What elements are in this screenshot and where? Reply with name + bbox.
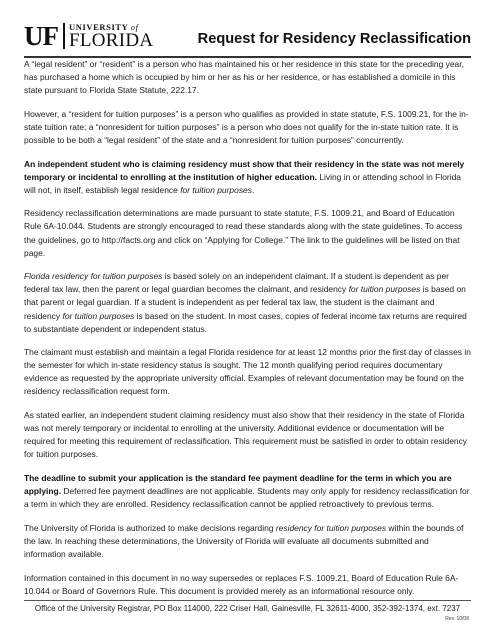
document-header: [24, 20, 471, 52]
claimant-text-3: is based on the student. In most cases, copies of federal income tax returns are required to substantiate dependent or independent status.: [24, 310, 467, 334]
paragraph-tuition-resident: However, a “resident for tuition purposes” is a person who qualifies as provided in state statute, F.S. 1009.21, for the in-state tuition rate; a “nonresident for tuition purposes” is a person who does not qualify for the in-state tuition rate. It is possible to be both a “legal resident” of the state and a “nonresident for tuition purposes” concurrently.: [24, 108, 469, 145]
document-title: Request for Residency Reclassification: [197, 31, 471, 47]
paragraph-disclaimer: Information contained in this document in no way supersedes or replaces F.S. 1009.21, Board of Education Rule 6A-10.044 or Board of Governors Rule. This document is provided merely as an informational resource only.: [24, 572, 459, 596]
independent-student-text: Living in or attending school in Florida will not, in itself, establish legal residence: [24, 171, 461, 195]
logo-university-text: UNIVERSITY: [69, 22, 129, 32]
claimant-text-1: is based solely on an independent claimant. If a student is dependent as per federal tax law, then the parent or legal guardian becomes the claimant, and residency: [24, 271, 449, 295]
authority-text-2: within the bounds of the law. In reaching these determinations, the University of Florida will evaluate all documents submitted and information available.: [24, 522, 464, 559]
independent-student-end: .: [251, 184, 255, 195]
paragraph-deadline: [24, 472, 472, 511]
paragraph-authority: [24, 522, 472, 561]
paragraph-independent-student: [24, 158, 472, 197]
deadline-text: Deferred fee payment deadlines are not applicable. Students may only apply for residency reclassification for a term in which they are enrolled. Residency reclassification cannot be applied retroactively to previous terms.: [24, 486, 470, 510]
claimant-italic-1: Florida residency for tuition purposes: [24, 271, 163, 282]
claimant-italic-3: for tuition purposes: [62, 310, 135, 321]
independent-student-italic: for tuition purposes: [180, 184, 252, 195]
deadline-bold: The deadline to submit your application is the standard fee payment deadline for the term in which you are applying.: [24, 472, 452, 497]
paragraph-claimant: [24, 270, 472, 335]
authority-text-1: The University of Florida is authorized to make decisions regarding: [24, 522, 276, 533]
independent-student-bold: An independent student who is claiming residency must show that their residency in the state was not merely temporary or incidental to enrolling at the institution of higher education.: [24, 158, 465, 182]
claimant-italic-2: for tuition purposes: [348, 284, 421, 295]
revision-note: Rev. 10/08: [445, 616, 469, 622]
footer-rule: [24, 600, 471, 601]
logo-florida-text: FLORIDA: [69, 30, 154, 51]
logo-of-text: of: [130, 22, 139, 32]
claimant-text-2: is based on that parent or legal guardian. If a student is independent as per federal tax law, the student is the claimant and residency: [24, 284, 466, 321]
authority-italic: residency for tuition purposes: [275, 522, 387, 533]
document-body: [24, 58, 472, 608]
logo-wordmark: [69, 23, 153, 50]
paragraph-additional-evidence: As stated earlier, an independent student claiming residency must also show that their residency in the state of Florida was not merely temporary or incidental to enrolling at the university. Additional evidence or documentation will be required for meeting this requirement of reclassification. This requirement must be satisfied in order to obtain residency for tuition purposes.: [24, 410, 468, 460]
paragraph-twelve-months: The claimant must establish and maintain a legal Florida residence for at least 12 months prior the first day of classes in the semester for which in-state residency status is sought. The 12 month qualifying period requires documentary evidence as requested by the appropriate university official. Examples of relevant documentation may be found on the residency reclassification request form.: [24, 347, 471, 397]
footer-address: Office of the University Registrar, PO Box 114000, 222 Criser Hall, Gainesville, FL 32611-4000, 352-392-1374, ext. 7237: [34, 604, 461, 613]
uf-logo: [24, 20, 153, 50]
paragraph-determinations: Residency reclassification determinations are made pursuant to state statute, F.S. 1009.21, and Board of Education Rule 6A-10.044. Students are strongly encouraged to read these standards along with the state guidelines. To access the guidelines, go to http://facts.org and click on “Applying for College.” The link to the guidelines will be listed on that page.: [24, 208, 463, 258]
paragraph-legal-resident: A “legal resident” or “resident” is a person who has maintained his or her residence in this state for the preceding year, has purchased a home which is occupied by him or her as his or her residence, or has established a domicile in this state pursuant to Florida State Statute, 222.17.: [24, 59, 464, 96]
logo-uf-letters: UF: [24, 21, 58, 51]
logo-divider: [63, 23, 65, 49]
